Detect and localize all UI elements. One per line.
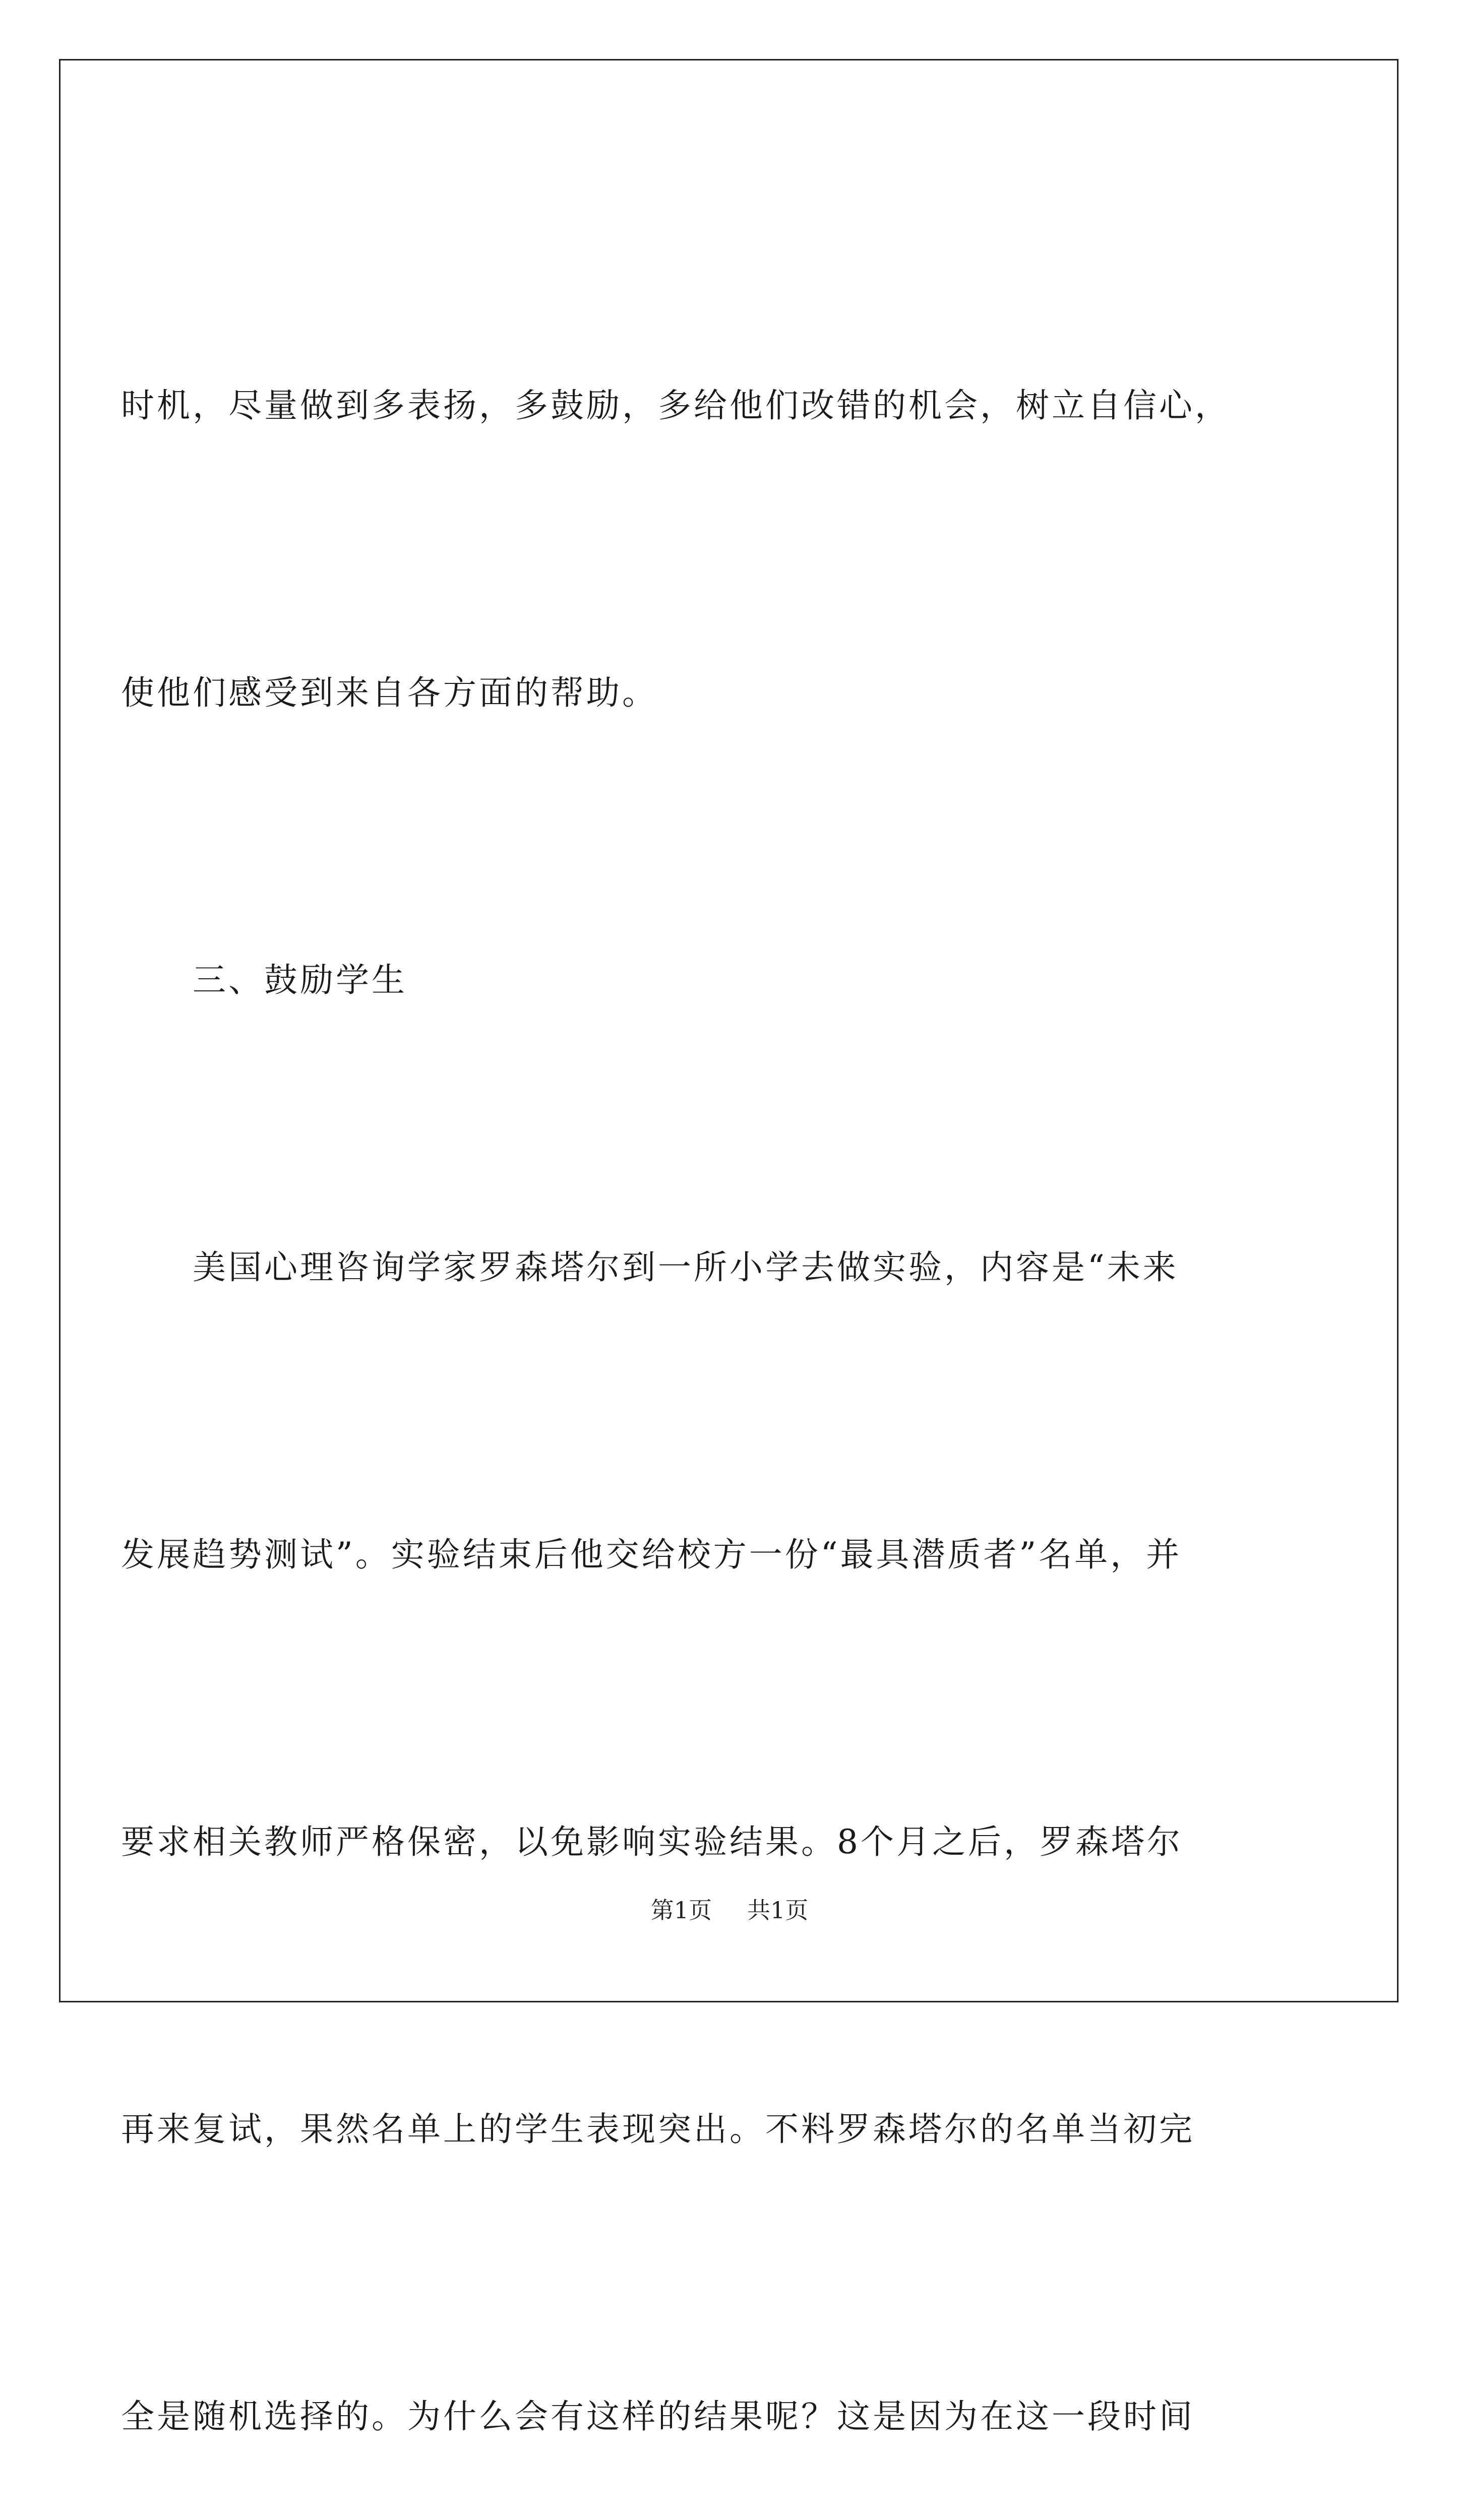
text-line: 发展趋势测试”。实验结束后他交给校方一份“最具潜质者”名单，并 bbox=[121, 1535, 1182, 1574]
page-number-total: 共1页 bbox=[747, 1897, 809, 1924]
page-number-current: 第1页 bbox=[650, 1897, 712, 1924]
paragraph-block bbox=[121, 166, 1331, 2520]
text-line: 全是随机选择的。为什么会有这样的结果呢？这是因为在这一段时间 bbox=[121, 2397, 1195, 2436]
page-footer bbox=[0, 1895, 1459, 1925]
text-line: 再来复试，果然名单上的学生表现突出。不料罗森塔尔的名单当初完 bbox=[121, 2110, 1195, 2149]
text-line: 要求相关教师严格保密，以免影响实验结果。8个月之后，罗森塔尔 bbox=[121, 1822, 1183, 1861]
section-heading: 三、鼓励学生 bbox=[121, 961, 407, 999]
text-line: 美国心理咨询学家罗森塔尔到一所小学去做实验，内容是“未来 bbox=[121, 1248, 1179, 1287]
document-body bbox=[121, 166, 1331, 2520]
text-line: 时机，尽量做到多表扬，多鼓励，多给他们改错的机会，树立自信心， bbox=[121, 386, 1231, 425]
text-line: 使他们感受到来自各方面的帮助。 bbox=[121, 673, 658, 712]
